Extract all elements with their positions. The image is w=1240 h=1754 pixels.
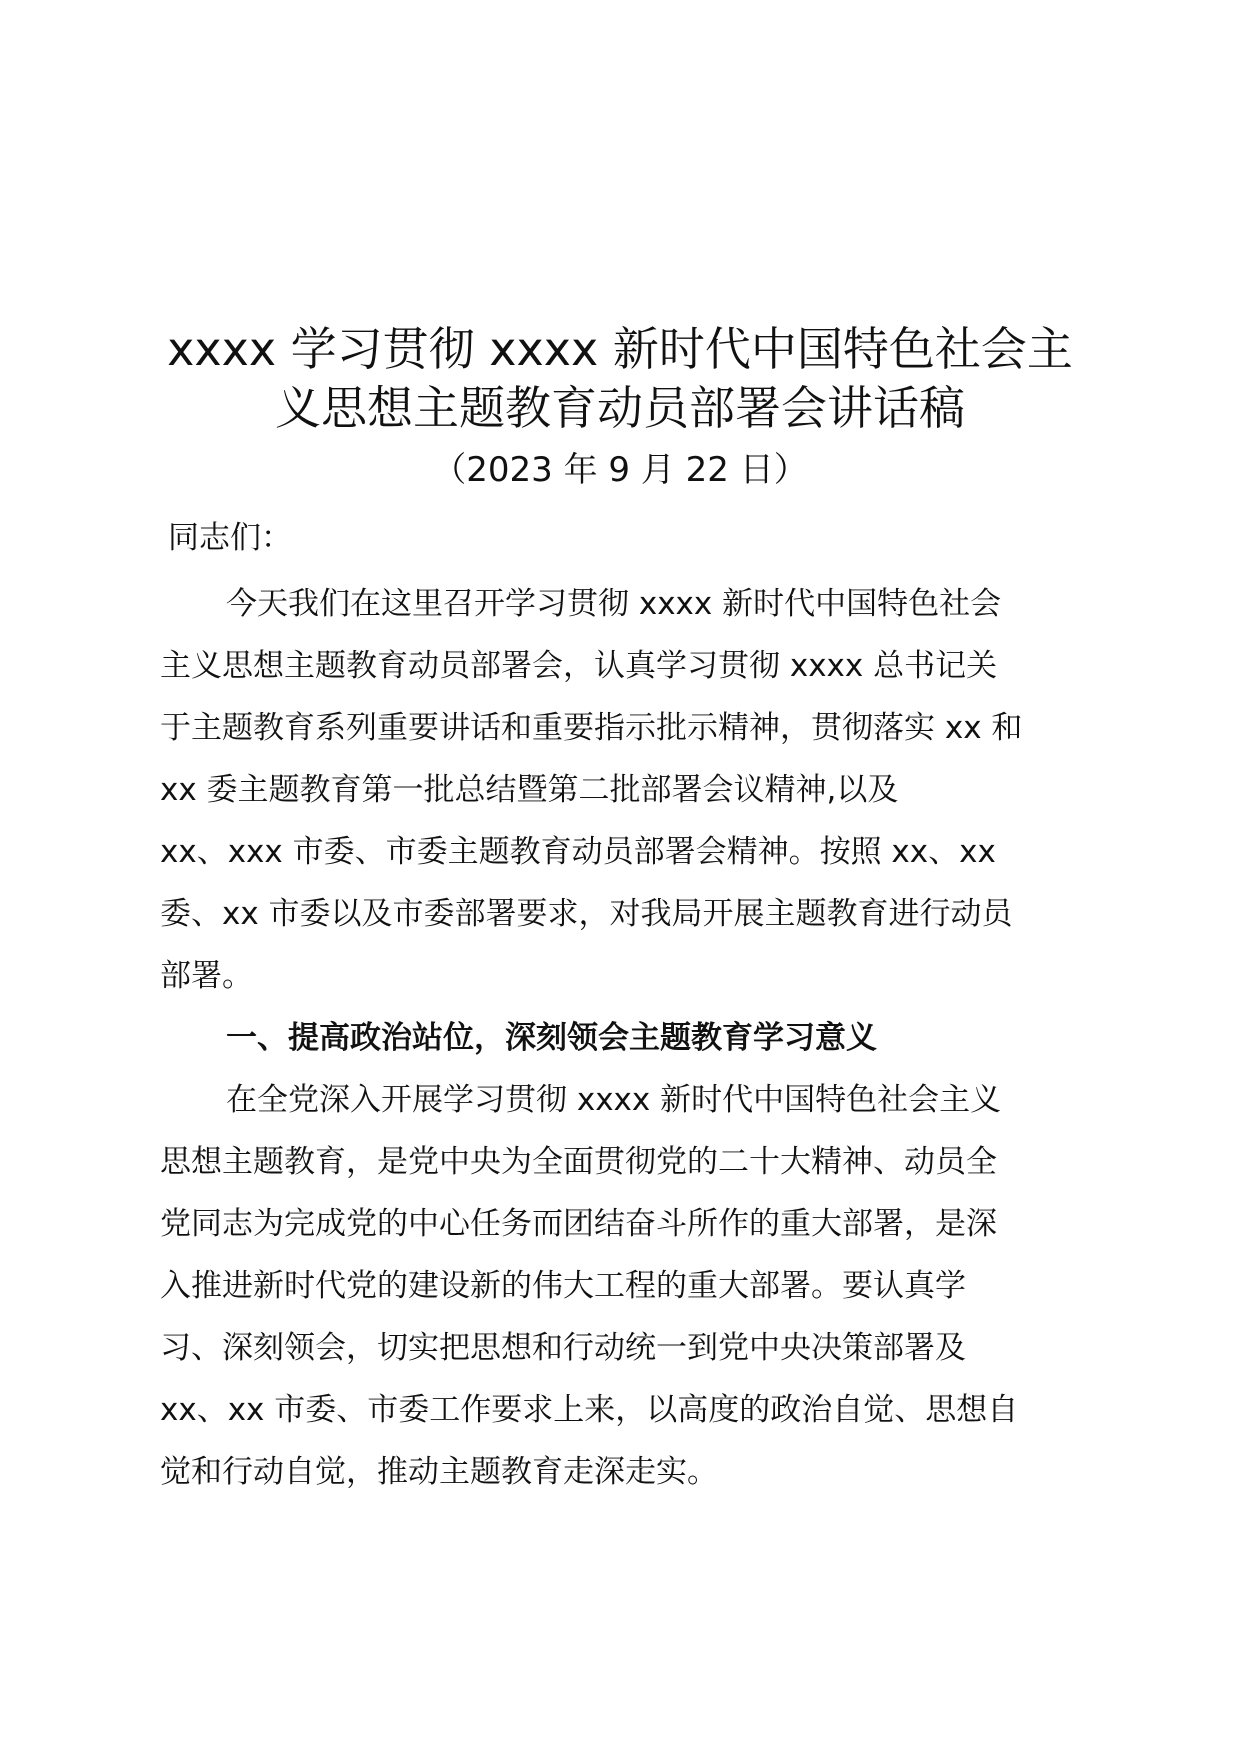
paragraph-2-line-6: xx、xx 市委、市委工作要求上来，以高度的政治自觉、思想自	[160, 1392, 1019, 1428]
paragraph-2-line-5: 习、深刻领会，切实把思想和行动统一到党中央决策部署及	[160, 1330, 966, 1366]
paragraph-2-line-2: 思想主题教育，是党中央为全面贯彻党的二十大精神、动员全	[160, 1144, 997, 1180]
section-heading-1: 一、提高政治站位，深刻领会主题教育学习意义	[226, 1020, 877, 1056]
paragraph-1-line-5: xx、xxx 市委、市委主题教育动员部署会精神。按照 xx、xx	[160, 834, 996, 870]
paragraph-2-line-3: 党同志为完成党的中心任务而团结奋斗所作的重大部署，是深	[160, 1206, 997, 1242]
document-title-line-1: xxxx 学习贯彻 xxxx 新时代中国特色社会主	[167, 322, 1073, 376]
paragraph-1-line-2: 主义思想主题教育动员部署会，认真学习贯彻 xxxx 总书记关	[160, 648, 998, 684]
document-title-line-2: 义思想主题教育动员部署会讲话稿	[275, 381, 965, 435]
paragraph-2-line-1: 在全党深入开展学习贯彻 xxxx 新时代中国特色社会主义	[226, 1082, 1002, 1118]
document-date: （2023 年 9 月 22 日）	[432, 450, 808, 490]
paragraph-1-line-4: xx 委主题教育第一批总结暨第二批部署会议精神,以及	[160, 772, 899, 808]
paragraph-2-line-7: 觉和行动自觉，推动主题教育走深走实。	[160, 1454, 718, 1490]
paragraph-2-line-4: 入推进新时代党的建设新的伟大工程的重大部署。要认真学	[160, 1268, 966, 1304]
paragraph-1-line-3: 于主题教育系列重要讲话和重要指示批示精神，贯彻落实 xx 和	[160, 710, 1023, 746]
salutation: 同志们：	[168, 520, 292, 556]
paragraph-1-line-7: 部署。	[160, 958, 253, 994]
paragraph-1-line-1: 今天我们在这里召开学习贯彻 xxxx 新时代中国特色社会	[226, 586, 1002, 622]
paragraph-1-line-6: 委、xx 市委以及市委部署要求，对我局开展主题教育进行动员	[160, 896, 1013, 932]
